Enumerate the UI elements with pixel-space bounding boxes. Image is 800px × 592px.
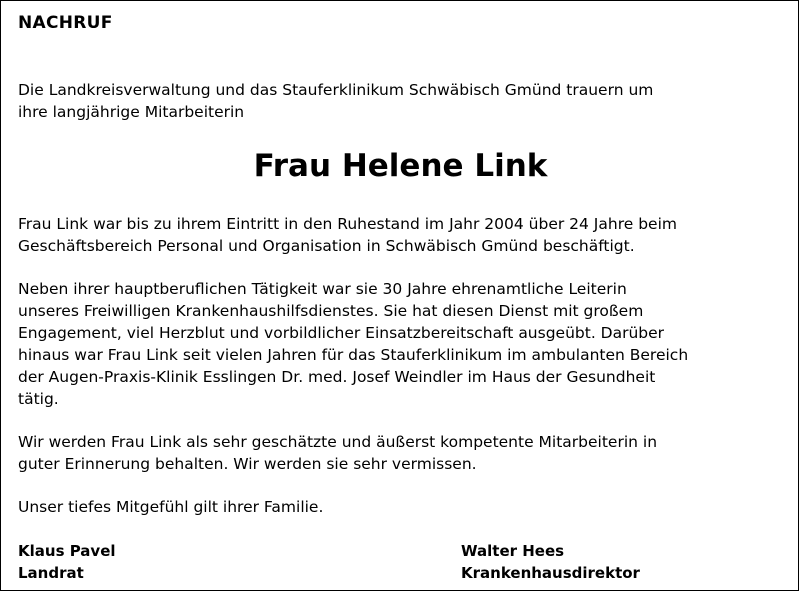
paragraph-retirement: [18, 213, 798, 257]
signatory-name: Klaus Pavel: [18, 542, 116, 560]
text-line: Unser tiefes Mitgefühl gilt ihrer Familie.: [18, 498, 324, 516]
signatory-title: Krankenhausdirektor: [461, 564, 640, 582]
text-line: Geschäftsbereich Personal und Organisation in Schwäbisch Gmünd beschäftigt.: [18, 237, 635, 255]
text-line: der Augen-Praxis-Klinik Esslingen Dr. med. Josef Weindler im Haus der Gesundheit: [18, 368, 656, 386]
signatory-title: Landrat: [18, 564, 84, 582]
text-line: tätig.: [18, 390, 59, 408]
text-line: Engagement, viel Herzblut und vorbildlicher Einsatzbereitschaft ausgeübt. Darüber: [18, 324, 665, 342]
signature-left: [18, 540, 116, 584]
text-line: Neben ihrer hauptberuflichen Tätigkeit war sie 30 Jahre ehrenamtliche Leiterin: [18, 280, 627, 298]
intro-line: Die Landkreisverwaltung und das Stauferklinikum Schwäbisch Gmünd trauern um: [18, 81, 654, 99]
paragraph-remembrance: [18, 431, 798, 475]
signature-right: [461, 540, 640, 584]
intro-text: [18, 79, 793, 123]
signatory-name: Walter Hees: [461, 542, 565, 560]
text-line: Frau Link war bis zu ihrem Eintritt in den Ruhestand im Jahr 2004 über 24 Jahre beim: [18, 215, 677, 233]
text-line: Wir werden Frau Link als sehr geschätzte und äußerst kompetente Mitarbeiterin in: [18, 433, 658, 451]
deceased-name: Frau Helene Link: [253, 148, 548, 184]
paragraph-condolence: [18, 496, 798, 518]
paragraph-volunteer-work: [18, 278, 798, 410]
text-line: hinaus war Frau Link seit vielen Jahren für das Stauferklinikum im ambulanten Bereich: [18, 346, 689, 364]
text-line: guter Erinnerung behalten. Wir werden sie sehr vermissen.: [18, 455, 477, 473]
text-line: unseres Freiwilligen Krankenhaushilfsdienstes. Sie hat diesen Dienst mit großem: [18, 302, 644, 320]
notice-heading: NACHRUF: [18, 13, 113, 33]
intro-line: ihre langjährige Mitarbeiterin: [18, 103, 245, 121]
